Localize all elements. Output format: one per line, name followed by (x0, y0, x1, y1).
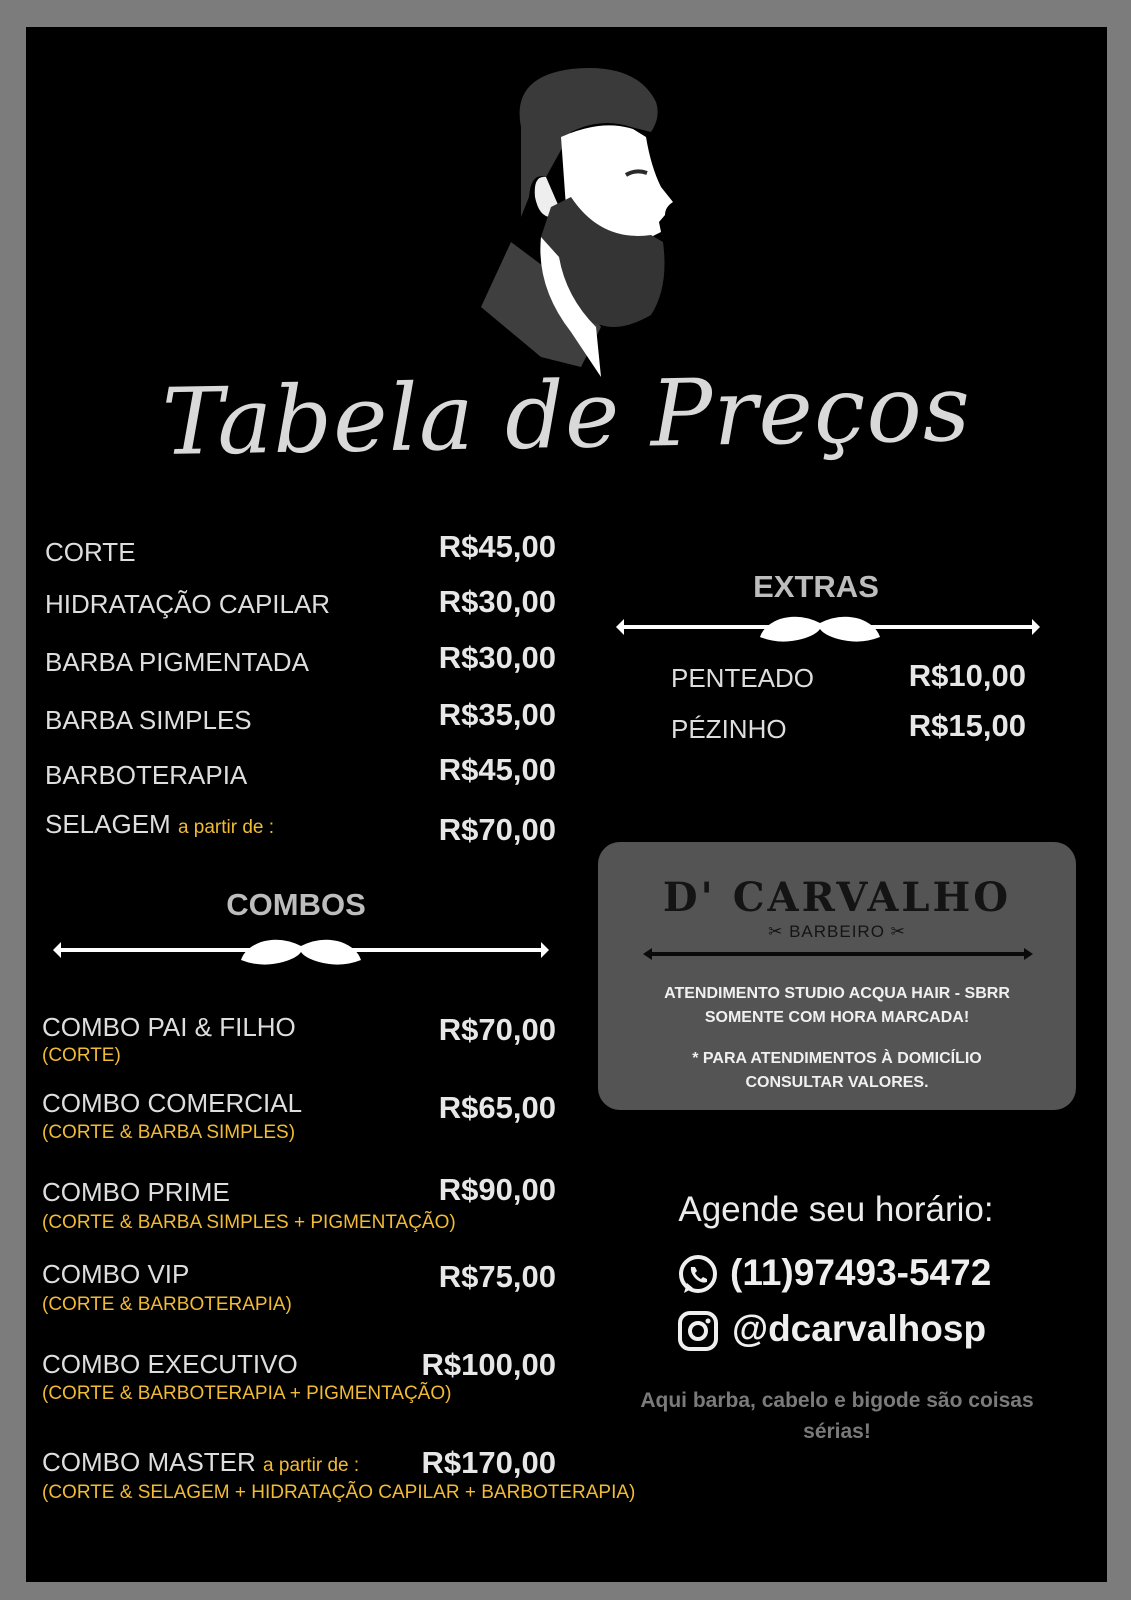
service-barboterapia: BARBOTERAPIA (45, 760, 248, 790)
scissors-icon: ✂ (768, 922, 784, 941)
brand-card (598, 842, 1076, 1110)
combo-master-label: COMBO MASTER (42, 1447, 256, 1477)
barber-head-logo (451, 57, 691, 377)
combo-prime-price: R$90,00 (438, 1172, 556, 1207)
extra-pezinho-price: R$15,00 (908, 708, 1026, 743)
combo-vip-price: R$75,00 (438, 1259, 556, 1294)
phone-number[interactable]: (11)97493-5472 (730, 1252, 992, 1293)
instagram-icon (676, 1309, 720, 1353)
mustache-divider (614, 609, 1042, 645)
price-board (26, 27, 1107, 1582)
brand-name: D' CARVALHO (662, 874, 1012, 921)
service-selagem-from: a partir de : (177, 817, 275, 838)
extras-heading: EXTRAS (753, 569, 879, 604)
combo-executivo-detail: (CORTE & BARBOTERAPIA + PIGMENTAÇÃO) (42, 1383, 452, 1404)
card-line-2: SOMENTE COM HORA MARCADA! (704, 1009, 970, 1026)
service-corte-price: R$45,00 (438, 529, 556, 564)
extra-penteado-price: R$10,00 (908, 658, 1026, 693)
combo-master-from: a partir de : (263, 1455, 360, 1476)
schedule-cta: Agende seu horário: (678, 1190, 994, 1229)
whatsapp-icon (676, 1253, 720, 1297)
extra-penteado: PENTEADO (671, 663, 815, 693)
combo-pai-filho-detail: (CORTE) (42, 1045, 121, 1066)
service-corte: CORTE (45, 537, 136, 567)
combo-vip-detail: (CORTE & BARBOTERAPIA) (42, 1294, 292, 1315)
service-barboterapia-price: R$45,00 (438, 752, 556, 787)
service-hidratacao-price: R$30,00 (438, 584, 556, 619)
instagram-handle[interactable]: @dcarvalhosp (732, 1308, 987, 1349)
brand-subtitle (598, 922, 1076, 942)
service-selagem-price: R$70,00 (438, 812, 556, 847)
combo-comercial-price: R$65,00 (438, 1090, 556, 1125)
slogan-line-2: sérias! (803, 1420, 871, 1443)
slogan (604, 1385, 1070, 1447)
brand-subtitle-label: BARBEIRO (789, 922, 885, 941)
extra-pezinho: PÉZINHO (671, 714, 787, 744)
scissors-icon: ✂ (890, 922, 906, 941)
service-barba-simples: BARBA SIMPLES (45, 705, 252, 735)
combo-comercial-detail: (CORTE & BARBA SIMPLES) (42, 1122, 296, 1143)
service-selagem (45, 809, 274, 840)
combo-pai-filho: COMBO PAI & FILHO (42, 1012, 296, 1042)
slogan-line-1: Aqui barba, cabelo e bigode são coisas (640, 1389, 1034, 1412)
combo-executivo: COMBO EXECUTIVO (42, 1349, 298, 1379)
combo-comercial: COMBO COMERCIAL (42, 1088, 303, 1118)
combo-pai-filho-price: R$70,00 (438, 1012, 556, 1047)
service-barba-simples-price: R$35,00 (438, 697, 556, 732)
combo-executivo-price: R$100,00 (421, 1347, 556, 1382)
service-barba-pigmentada-price: R$30,00 (438, 640, 556, 675)
combo-prime: COMBO PRIME (42, 1177, 230, 1207)
card-line-1: ATENDIMENTO STUDIO ACQUA HAIR - SBRR (664, 985, 1010, 1002)
page-title: Tabela de Preços (161, 354, 972, 477)
card-line-4: CONSULTAR VALORES. (745, 1074, 929, 1091)
combo-master (42, 1447, 359, 1478)
service-barba-pigmentada: BARBA PIGMENTADA (45, 647, 309, 677)
combo-master-price: R$170,00 (421, 1445, 556, 1480)
combos-heading: COMBOS (226, 887, 366, 922)
combo-master-detail: (CORTE & SELAGEM + HIDRATAÇÃO CAPILAR + BARBOTERAPIA) (42, 1482, 636, 1503)
card-divider (643, 946, 1033, 962)
card-line-3: * PARA ATENDIMENTOS À DOMICÍLIO (692, 1050, 982, 1067)
mustache-divider (51, 932, 551, 968)
service-hidratacao: HIDRATAÇÃO CAPILAR (45, 589, 331, 619)
service-selagem-label: SELAGEM (45, 809, 171, 839)
combo-vip: COMBO VIP (42, 1259, 190, 1289)
combo-prime-detail: (CORTE & BARBA SIMPLES + PIGMENTAÇÃO) (42, 1212, 456, 1233)
